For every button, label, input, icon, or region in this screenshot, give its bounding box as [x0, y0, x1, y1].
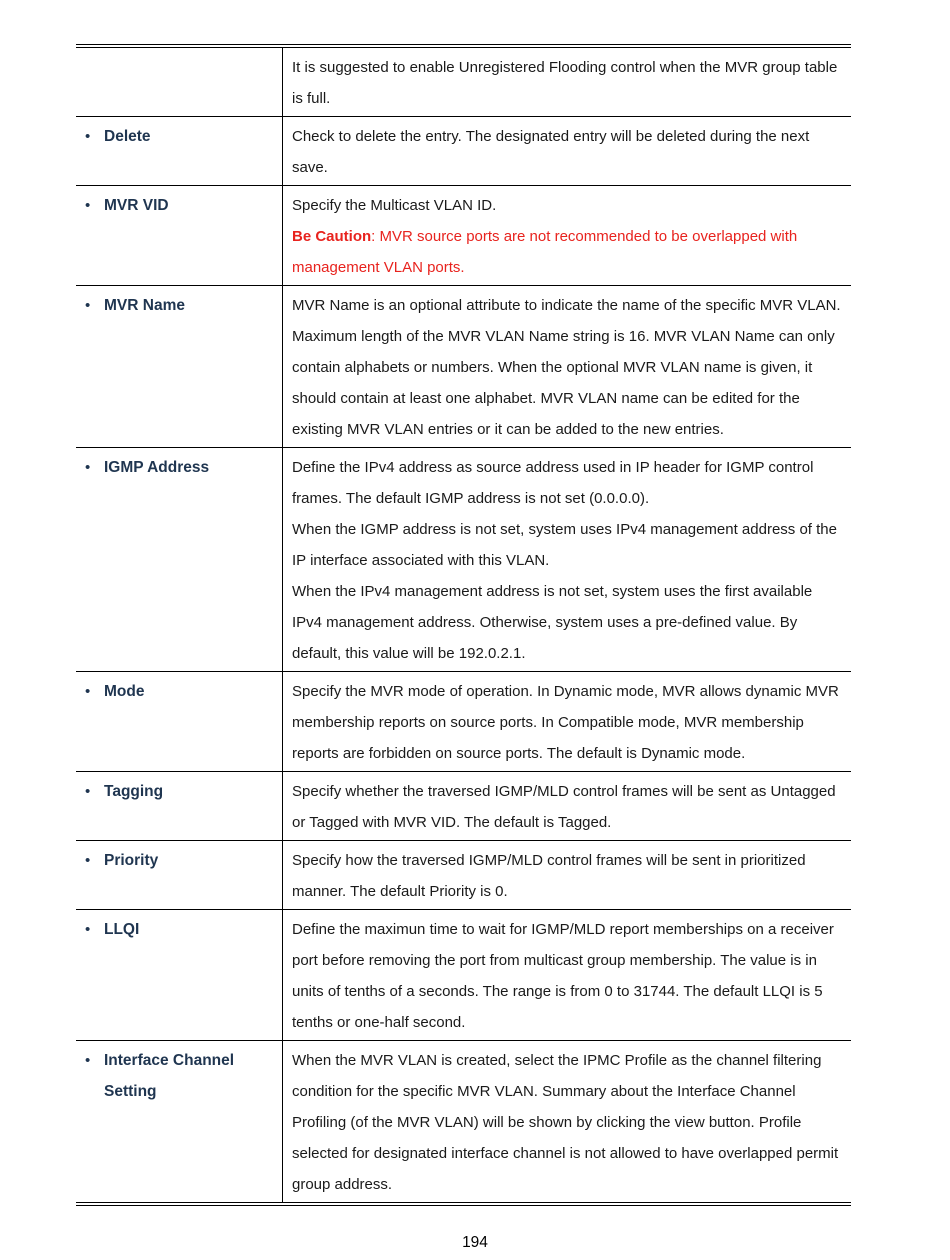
param-cell — [76, 186, 283, 286]
param-cell — [76, 46, 283, 117]
description-text: It is suggested to enable Unregistered Flooding control when the MVR group table is full. — [292, 59, 838, 107]
param-name-interface-channel-setting: Interface Channel Setting — [104, 1052, 235, 1100]
table-row — [76, 117, 851, 186]
table-row — [76, 186, 851, 286]
param-name-delete: Delete — [104, 128, 151, 145]
table-row — [76, 841, 851, 910]
bullet-icon: • — [85, 921, 91, 938]
bullet-icon: • — [85, 683, 91, 700]
param-cell — [76, 910, 283, 1041]
caution-label: Be Caution — [292, 228, 372, 245]
desc-cell — [283, 841, 852, 910]
description-text: When the IGMP address is not set, system uses IPv4 management address of the IP interface associated with this VLAN. — [292, 521, 837, 569]
description-text: When the MVR VLAN is created, select the IPMC Profile as the channel filtering condition for the specific MVR VLAN. Summary about the Interface Channel Profiling (of the MVR VLAN) will be shown by clicking the view button. Profile selected for designated interface channel is not allowed to have overlapped permit group address. — [292, 1052, 839, 1193]
table-row — [76, 672, 851, 772]
bullet-icon: • — [85, 128, 91, 145]
description-text: Specify the Multicast VLAN ID. — [292, 197, 497, 214]
param-name-tagging: Tagging — [104, 783, 164, 800]
desc-cell — [283, 672, 852, 772]
param-name-mvr-name: MVR Name — [104, 297, 185, 314]
bullet-icon: • — [85, 297, 91, 314]
desc-cell — [283, 448, 852, 672]
param-cell — [76, 286, 283, 448]
description-text: Specify the MVR mode of operation. In Dynamic mode, MVR allows dynamic MVR membership reports on source ports. In Compatible mode, MVR membership reports are forbidden on source ports. The default is Dynamic mode. — [292, 683, 839, 762]
bullet-icon: • — [85, 852, 91, 869]
desc-cell — [283, 46, 852, 117]
caution-text: : MVR source ports are not recommended to be overlapped with management VLAN ports. — [292, 228, 798, 276]
parameter-table — [76, 44, 851, 1206]
bullet-icon: • — [85, 783, 91, 800]
table-row — [76, 286, 851, 448]
param-name-mvr-vid: MVR VID — [104, 197, 169, 214]
param-cell — [76, 117, 283, 186]
table-row — [76, 46, 851, 117]
param-name-llqi: LLQI — [104, 921, 140, 938]
param-name-mode: Mode — [104, 683, 145, 700]
description-text: Define the maximun time to wait for IGMP/MLD report memberships on a receiver port before removing the port from multicast group membership. The value is in units of tenths of a seconds. The range is from 0 to 31744. The default LLQI is 5 tenths or one-half second. — [292, 921, 834, 1031]
param-cell — [76, 448, 283, 672]
param-cell — [76, 841, 283, 910]
bullet-icon: • — [85, 459, 91, 476]
caution-note — [292, 221, 845, 283]
desc-cell — [283, 772, 852, 841]
param-cell — [76, 672, 283, 772]
desc-cell — [283, 1041, 852, 1205]
description-text: Define the IPv4 address as source address used in IP header for IGMP control frames. The default IGMP address is not set (0.0.0.0). — [292, 459, 814, 507]
desc-cell — [283, 910, 852, 1041]
param-cell — [76, 1041, 283, 1205]
param-name-priority: Priority — [104, 852, 159, 869]
desc-cell — [283, 186, 852, 286]
desc-cell — [283, 117, 852, 186]
table-row — [76, 1041, 851, 1205]
description-text: MVR Name is an optional attribute to indicate the name of the specific MVR VLAN. Maximum length of the MVR VLAN Name string is 16. MVR VLAN Name can only contain alphabets or numbers. When the optional MVR VLAN name is given, it should contain at least one alphabet. MVR VLAN name can be edited for the existing MVR VLAN entries or it can be added to the new entries. — [292, 297, 841, 438]
table-row — [76, 772, 851, 841]
param-cell — [76, 772, 283, 841]
bullet-icon: • — [85, 1052, 91, 1069]
table-row — [76, 910, 851, 1041]
description-text: Specify how the traversed IGMP/MLD control frames will be sent in prioritized manner. The default Priority is 0. — [292, 852, 806, 900]
description-text: Specify whether the traversed IGMP/MLD control frames will be sent as Untagged or Tagged with MVR VID. The default is Tagged. — [292, 783, 836, 831]
page-number: 194 — [462, 1234, 488, 1251]
desc-cell — [283, 286, 852, 448]
bullet-icon: • — [85, 197, 91, 214]
description-text: When the IPv4 management address is not set, system uses the first available IPv4 management address. Otherwise, system uses a pre-defined value. By default, this value will be 192.0.2.1. — [292, 583, 813, 662]
param-name-igmp-address: IGMP Address — [104, 459, 210, 476]
description-text: Check to delete the entry. The designated entry will be deleted during the next save. — [292, 128, 810, 176]
table-row — [76, 448, 851, 672]
